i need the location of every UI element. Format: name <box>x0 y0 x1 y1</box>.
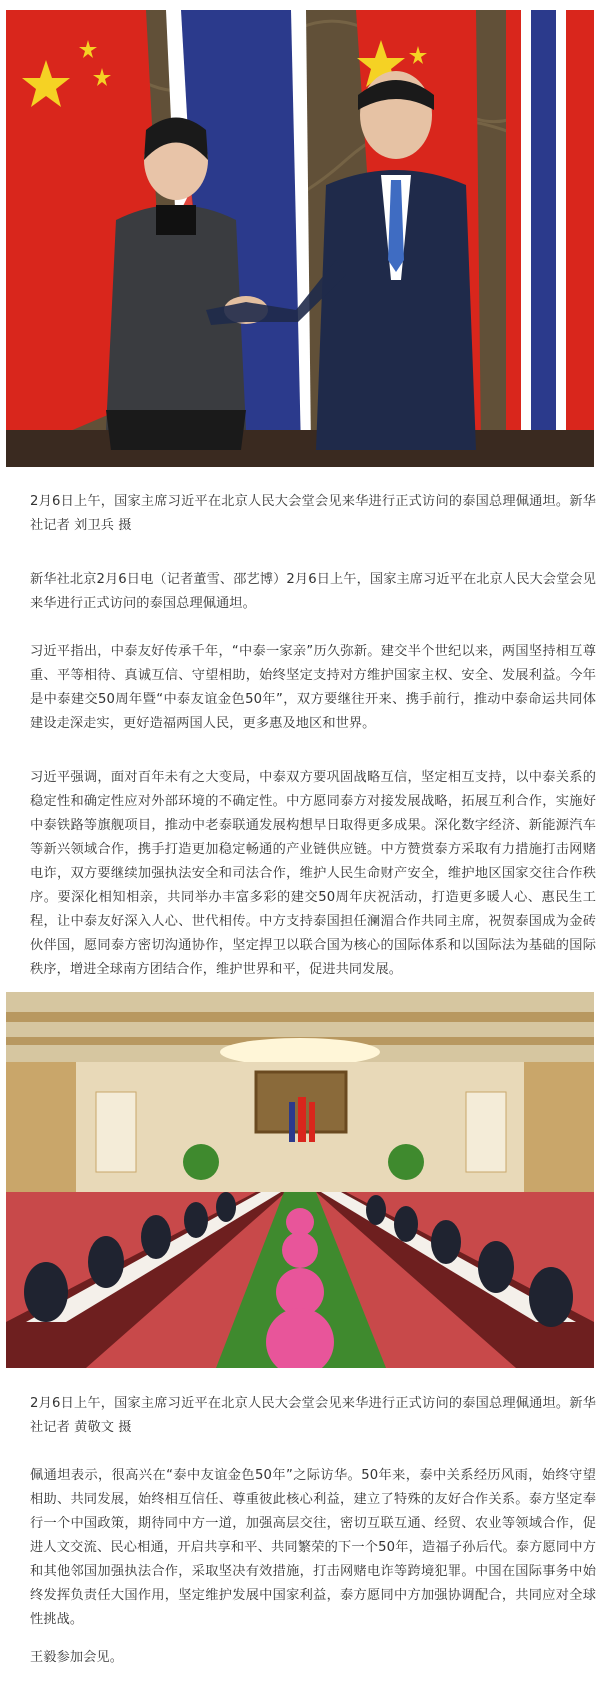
photo-handshake-graphic <box>6 10 594 467</box>
photo-caption: 2月6日上午，国家主席习近平在北京人民大会堂会见来华进行正式访问的泰国总理佩通坦。新华社记者 刘卫兵 摄 <box>30 494 596 533</box>
article-paragraph: 习近平指出，中泰友好传承千年，“中泰一家亲”历久弥新。建交半个世纪以来，两国坚持相互尊重、平等相待、真诚互信、守望相助，始终坚定支持对方维护国家主权、安全、发展利益。今年是中泰建交50周年暨“中泰友谊金色50年”，双方要继往开来、携手前行，推动中泰命运共同体建设走深走实，更好造福两国人民，更多惠及地区和世界。 <box>30 644 596 731</box>
photo-meeting-room <box>6 992 594 1368</box>
article-paragraph: 王毅参加会见。 <box>30 1650 124 1665</box>
photo-meeting-room-graphic <box>6 992 594 1368</box>
photo-handshake <box>6 10 594 467</box>
article-paragraph: 佩通坦表示，很高兴在“泰中友谊金色50年”之际访华。50年来，泰中关系经历风雨，始终守望相助、共同发展，始终相互信任、尊重彼此核心利益，建立了特殊的友好合作关系。泰方坚定奉行一个中国政策，期待同中方一道，加强高层交往，密切互联互通、经贸、农业等领域合作，促进人文交流、民心相通，开启共享和平、共同繁荣的下一个50年，造福子孙后代。泰方愿同中方和其他邻国加强执法合作，采取坚决有效措施，打击网赌电诈等跨境犯罪。中国在国际事务中始终发挥负责任大国作用，坚定维护发展中国家利益，泰方愿同中方加强协调配合，共同应对全球性挑战。 <box>30 1468 596 1627</box>
article-paragraph: 新华社北京2月6日电（记者董雪、邵艺博）2月6日上午，国家主席习近平在北京人民大会堂会见来华进行正式访问的泰国总理佩通坦。 <box>30 572 596 611</box>
article-paragraph: 习近平强调，面对百年未有之大变局，中泰双方要巩固战略互信，坚定相互支持，以中泰关系的稳定性和确定性应对外部环境的不确定性。中方愿同泰方对接发展战略，拓展互利合作，实施好中泰铁路等旗舰项目，推动中老泰联通发展构想早日取得更多成果。深化数字经济、新能源汽车等新兴领域合作，携手打造更加稳定畅通的产业链供应链。中方赞赏泰方采取有力措施打击网赌电诈，双方要继续加强执法安全和司法合作，维护人民生命财产安全，维护地区国家交往合作秩序。要深化相知相亲，共同举办丰富多彩的建交50周年庆祝活动，打造更多暖人心、惠民生工程，让中泰友好深入人心、世代相传。中方支持泰国担任澜湄合作共同主席，祝贺泰国成为金砖伙伴国，愿同泰方密切沟通协作，坚定捍卫以联合国为核心的国际体系和以国际法为基础的国际秩序，增进全球南方团结合作，维护世界和平，促进共同发展。 <box>30 770 596 977</box>
photo-caption: 2月6日上午，国家主席习近平在北京人民大会堂会见来华进行正式访问的泰国总理佩通坦。新华社记者 黄敬文 摄 <box>30 1396 596 1435</box>
